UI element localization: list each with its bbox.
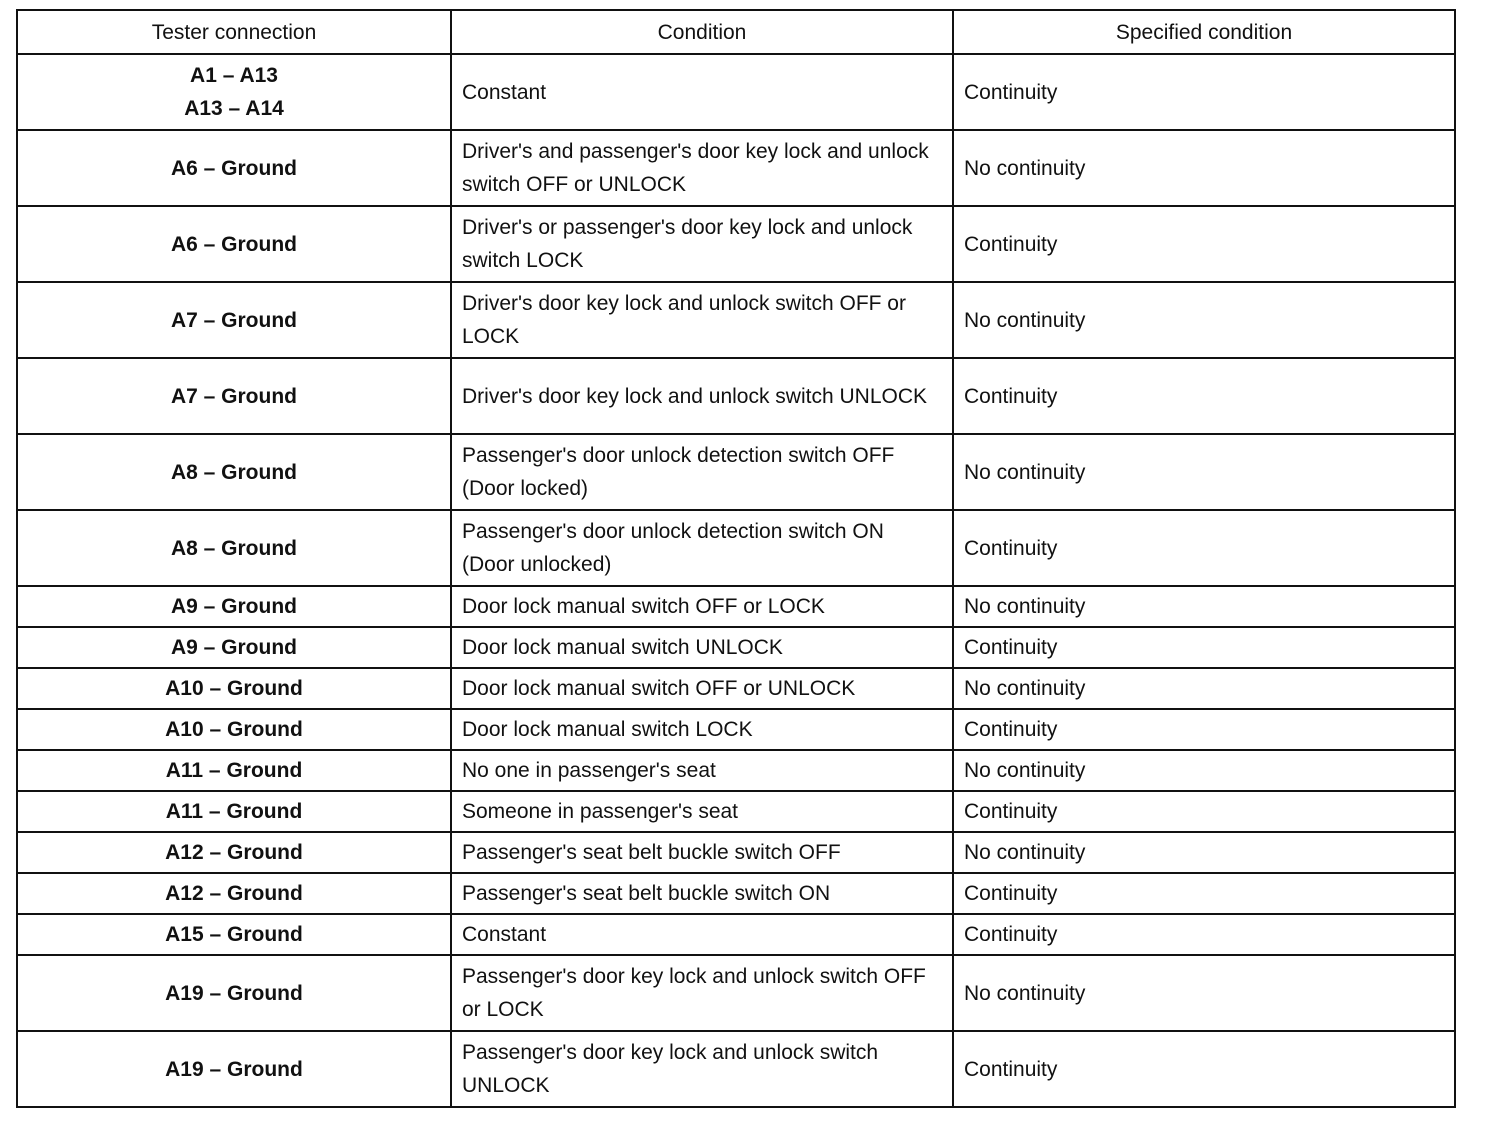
table-row — [17, 668, 1455, 709]
condition-cell: Door lock manual switch UNLOCK — [451, 627, 953, 668]
specified-condition-cell: Continuity — [953, 206, 1455, 282]
specified-condition-cell: Continuity — [953, 54, 1455, 130]
table-row — [17, 282, 1455, 358]
tester-connection-cell: A15 – Ground — [17, 914, 451, 955]
specified-condition-cell: No continuity — [953, 586, 1455, 627]
tester-connection-cell: A19 – Ground — [17, 955, 451, 1031]
specified-condition-cell: No continuity — [953, 282, 1455, 358]
specified-condition-cell: No continuity — [953, 750, 1455, 791]
table-row — [17, 627, 1455, 668]
condition-cell: Passenger's door unlock detection switch ON (Door unlocked) — [451, 510, 953, 586]
condition-cell: Passenger's seat belt buckle switch ON — [451, 873, 953, 914]
tester-connection-cell: A11 – Ground — [17, 791, 451, 832]
table-row — [17, 750, 1455, 791]
tester-connection-cell: A7 – Ground — [17, 358, 451, 434]
condition-cell: Constant — [451, 54, 953, 130]
condition-cell: Driver's door key lock and unlock switch UNLOCK — [451, 358, 953, 434]
specified-condition-cell: Continuity — [953, 709, 1455, 750]
condition-cell: Passenger's door unlock detection switch OFF (Door locked) — [451, 434, 953, 510]
table-row — [17, 791, 1455, 832]
specified-condition-cell: No continuity — [953, 955, 1455, 1031]
specified-condition-cell: Continuity — [953, 358, 1455, 434]
condition-cell: Driver's door key lock and unlock switch OFF or LOCK — [451, 282, 953, 358]
table-row — [17, 206, 1455, 282]
table-row — [17, 358, 1455, 434]
specified-condition-cell: No continuity — [953, 832, 1455, 873]
specified-condition-cell: Continuity — [953, 873, 1455, 914]
specified-condition-cell: Continuity — [953, 791, 1455, 832]
tester-connection-cell: A10 – Ground — [17, 668, 451, 709]
table-row — [17, 955, 1455, 1031]
continuity-table — [16, 9, 1456, 1108]
condition-cell: Passenger's door key lock and unlock switch UNLOCK — [451, 1031, 953, 1107]
condition-cell: Passenger's door key lock and unlock switch OFF or LOCK — [451, 955, 953, 1031]
tester-connection-cell — [17, 54, 451, 130]
specified-condition-cell: No continuity — [953, 434, 1455, 510]
table-row — [17, 1031, 1455, 1107]
table-row — [17, 130, 1455, 206]
condition-cell: No one in passenger's seat — [451, 750, 953, 791]
tester-connection-cell: A8 – Ground — [17, 434, 451, 510]
condition-cell: Door lock manual switch OFF or LOCK — [451, 586, 953, 627]
condition-cell: Driver's or passenger's door key lock and unlock switch LOCK — [451, 206, 953, 282]
tester-connection-cell: A9 – Ground — [17, 627, 451, 668]
tester-connection-cell: A6 – Ground — [17, 206, 451, 282]
header-condition: Condition — [451, 10, 953, 54]
connection-line: A1 – A13 — [190, 64, 278, 87]
tester-connection-cell: A6 – Ground — [17, 130, 451, 206]
tester-connection-cell: A8 – Ground — [17, 510, 451, 586]
table-row — [17, 586, 1455, 627]
table-row — [17, 832, 1455, 873]
tester-connection-cell: A12 – Ground — [17, 832, 451, 873]
condition-cell: Door lock manual switch OFF or UNLOCK — [451, 668, 953, 709]
specified-condition-cell: Continuity — [953, 914, 1455, 955]
tester-connection-cell: A12 – Ground — [17, 873, 451, 914]
condition-cell: Passenger's seat belt buckle switch OFF — [451, 832, 953, 873]
continuity-spec-sheet — [16, 9, 1454, 1108]
tester-connection-cell: A19 – Ground — [17, 1031, 451, 1107]
table-row — [17, 709, 1455, 750]
connection-line: A13 – A14 — [184, 97, 284, 120]
header-tester-connection: Tester connection — [17, 10, 451, 54]
table-row — [17, 873, 1455, 914]
condition-cell: Someone in passenger's seat — [451, 791, 953, 832]
table-row — [17, 914, 1455, 955]
table-row — [17, 434, 1455, 510]
tester-connection-cell: A11 – Ground — [17, 750, 451, 791]
table-body — [17, 54, 1455, 1107]
table-row — [17, 510, 1455, 586]
condition-cell: Door lock manual switch LOCK — [451, 709, 953, 750]
condition-cell: Constant — [451, 914, 953, 955]
specified-condition-cell: No continuity — [953, 130, 1455, 206]
specified-condition-cell: No continuity — [953, 668, 1455, 709]
header-specified-condition: Specified condition — [953, 10, 1455, 54]
condition-cell: Driver's and passenger's door key lock and unlock switch OFF or UNLOCK — [451, 130, 953, 206]
specified-condition-cell: Continuity — [953, 510, 1455, 586]
tester-connection-cell: A7 – Ground — [17, 282, 451, 358]
specified-condition-cell: Continuity — [953, 627, 1455, 668]
header-row — [17, 10, 1455, 54]
tester-connection-cell: A9 – Ground — [17, 586, 451, 627]
table-row — [17, 54, 1455, 130]
specified-condition-cell: Continuity — [953, 1031, 1455, 1107]
tester-connection-cell: A10 – Ground — [17, 709, 451, 750]
